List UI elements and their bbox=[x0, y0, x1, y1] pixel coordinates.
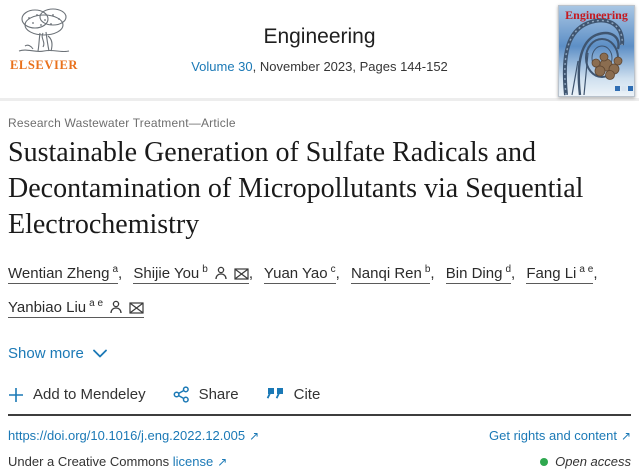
external-link-icon: ↗ bbox=[249, 429, 260, 443]
author-name: Yuan Yao bbox=[263, 265, 328, 282]
author-link[interactable] bbox=[526, 265, 593, 284]
cc-prefix: Under a Creative Commons bbox=[8, 454, 170, 469]
email-icon[interactable] bbox=[129, 302, 144, 314]
license-label: license bbox=[172, 454, 214, 469]
cite-quote-icon bbox=[266, 387, 285, 402]
elsevier-wordmark: ELSEVIER bbox=[9, 58, 79, 72]
article-type-label: Research Wastewater Treatment—Article bbox=[8, 116, 236, 130]
open-access-label: Open access bbox=[555, 454, 631, 469]
license-row bbox=[8, 454, 631, 469]
author-link[interactable] bbox=[351, 265, 430, 284]
author-affiliation: c bbox=[330, 264, 336, 275]
add-to-mendeley-button[interactable] bbox=[8, 386, 146, 403]
cover-journal-title: Engineering bbox=[565, 8, 628, 22]
article-main bbox=[0, 116, 639, 469]
author-affiliation: a e bbox=[89, 298, 104, 309]
volume-link[interactable]: Volume 30 bbox=[191, 59, 253, 74]
email-icon[interactable] bbox=[234, 268, 249, 280]
author-separator: , bbox=[335, 265, 340, 282]
author-name: Shijie You bbox=[133, 265, 200, 282]
author-affiliation: d bbox=[505, 264, 512, 275]
author-name: Fang Li bbox=[526, 265, 577, 282]
author-name: Yanbiao Liu bbox=[8, 299, 87, 316]
show-more-label: Show more bbox=[8, 345, 84, 362]
plus-icon bbox=[8, 387, 24, 403]
author-separator: , bbox=[118, 265, 123, 282]
show-more-button[interactable] bbox=[8, 345, 107, 362]
author-list bbox=[8, 255, 630, 323]
get-rights-label: Get rights and content bbox=[489, 428, 617, 443]
doi-row bbox=[8, 428, 631, 443]
person-icon[interactable] bbox=[214, 266, 228, 280]
author-link[interactable] bbox=[8, 265, 118, 284]
author-affiliation: b bbox=[202, 264, 208, 275]
share-button[interactable] bbox=[173, 386, 239, 403]
author-affiliation: b bbox=[424, 264, 431, 275]
journal-title-link[interactable]: Engineering bbox=[263, 25, 376, 48]
person-icon[interactable] bbox=[109, 300, 123, 314]
divider bbox=[8, 414, 631, 416]
elsevier-logo[interactable] bbox=[8, 6, 80, 73]
cite-label: Cite bbox=[293, 386, 321, 403]
share-icon bbox=[173, 386, 190, 403]
author-affiliation: a bbox=[112, 264, 119, 275]
doi-link[interactable] bbox=[8, 428, 259, 443]
author-separator: , bbox=[430, 265, 435, 282]
author-link[interactable] bbox=[8, 299, 144, 318]
get-rights-link[interactable] bbox=[489, 428, 631, 443]
action-toolbar bbox=[8, 386, 631, 403]
cite-button[interactable] bbox=[266, 386, 321, 403]
author-link[interactable] bbox=[133, 265, 248, 284]
author-separator: , bbox=[511, 265, 516, 282]
article-title: Sustainable Generation of Sulfate Radicals and Decontamination of Micropollutants via Sequential Electrochemistry bbox=[8, 137, 584, 240]
journal-cover-image[interactable] bbox=[558, 5, 635, 97]
author-name: Wentian Zheng bbox=[8, 265, 110, 282]
author-separator: , bbox=[593, 265, 598, 282]
journal-info bbox=[191, 25, 448, 74]
author-name: Nanqi Ren bbox=[350, 265, 422, 282]
elsevier-tree-logo-icon bbox=[15, 6, 73, 52]
doi-text: https://doi.org/10.1016/j.eng.2022.12.005 bbox=[8, 428, 246, 443]
add-to-mendeley-label: Add to Mendeley bbox=[33, 386, 146, 403]
author-link[interactable] bbox=[264, 265, 336, 284]
external-link-icon: ↗ bbox=[620, 429, 631, 443]
license-link[interactable] bbox=[173, 454, 228, 469]
author-link[interactable] bbox=[446, 265, 511, 284]
journal-header bbox=[0, 0, 639, 101]
author-name: Bin Ding bbox=[445, 265, 503, 282]
chevron-down-icon bbox=[93, 349, 107, 358]
open-access-dot-icon bbox=[540, 458, 548, 466]
issue-line bbox=[191, 59, 448, 74]
author-separator: , bbox=[248, 265, 254, 282]
open-access-badge bbox=[540, 454, 631, 469]
author-affiliation: a e bbox=[579, 264, 594, 275]
issue-info-text: , November 2023, Pages 144-152 bbox=[252, 59, 448, 74]
creative-commons-text bbox=[8, 454, 227, 469]
external-link-icon: ↗ bbox=[217, 455, 228, 469]
share-label: Share bbox=[198, 386, 239, 403]
